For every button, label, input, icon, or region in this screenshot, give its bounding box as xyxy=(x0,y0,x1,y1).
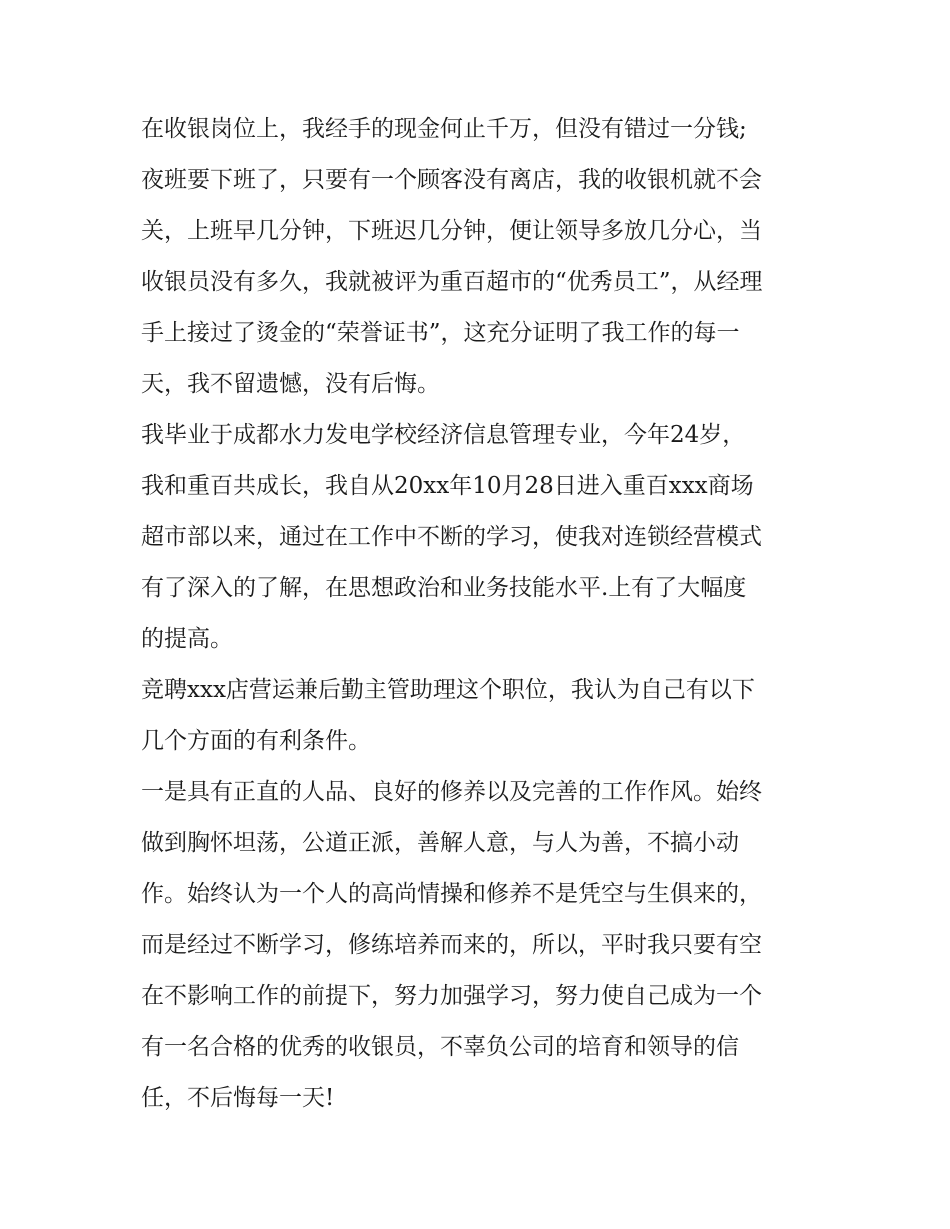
text-line: 在收银岗位上，我经手的现金何止千万，但没有错过一分钱; xyxy=(141,116,747,142)
text-line: 的提高。 xyxy=(141,626,233,652)
text-line: 有一名合格的优秀的收银员，不辜负公司的培育和领导的信 xyxy=(141,1034,739,1060)
text-line: 关，上班早几分钟，下班迟几分钟，便让领导多放几分心，当 xyxy=(141,218,762,244)
text-line: 在不影响工作的前提下，努力加强学习，努力使自己成为一个 xyxy=(141,983,762,1009)
text-line: 竞聘xxx店营运兼后勤主管助理这个职位，我认为自己有以下 xyxy=(141,677,755,703)
text-line: 一是具有正直的人品、良好的修养以及完善的工作作风。始终 xyxy=(141,779,762,805)
text-line: 收银员没有多久，我就被评为重百超市的“优秀员工”，从经理 xyxy=(141,269,763,295)
text-line: 而是经过不断学习，修练培养而来的，所以，平时我只要有空 xyxy=(141,932,762,958)
text-line: 做到胸怀坦荡，公道正派，善解人意，与人为善，不搞小动 xyxy=(141,830,739,856)
text-line: 夜班要下班了，只要有一个顾客没有离店，我的收银机就不会 xyxy=(141,167,762,193)
text-line: 作。始终认为一个人的高尚情操和修养不是凭空与生俱来的， xyxy=(141,881,762,907)
text-line: 超市部以来，通过在工作中不断的学习，使我对连锁经营模式 xyxy=(141,524,762,550)
text-line: 手上接过了烫金的“荣誉证书”，这充分证明了我工作的每一 xyxy=(141,320,740,346)
text-line: 几个方面的有利条件。 xyxy=(141,728,371,754)
text-line: 任，不后悔每一天! xyxy=(141,1085,335,1111)
text-line: 我毕业于成都水力发电学校经济信息管理专业，今年24岁， xyxy=(141,422,746,448)
text-line: 我和重百共成长，我自从20xx年10月28日进入重百xxx商场 xyxy=(141,473,754,499)
text-line: 天，我不留遗憾，没有后悔。 xyxy=(141,371,440,397)
document-body xyxy=(141,104,821,1124)
text-line: 有了深入的了解，在思想政治和业务技能水平.上有了大幅度 xyxy=(141,575,747,601)
